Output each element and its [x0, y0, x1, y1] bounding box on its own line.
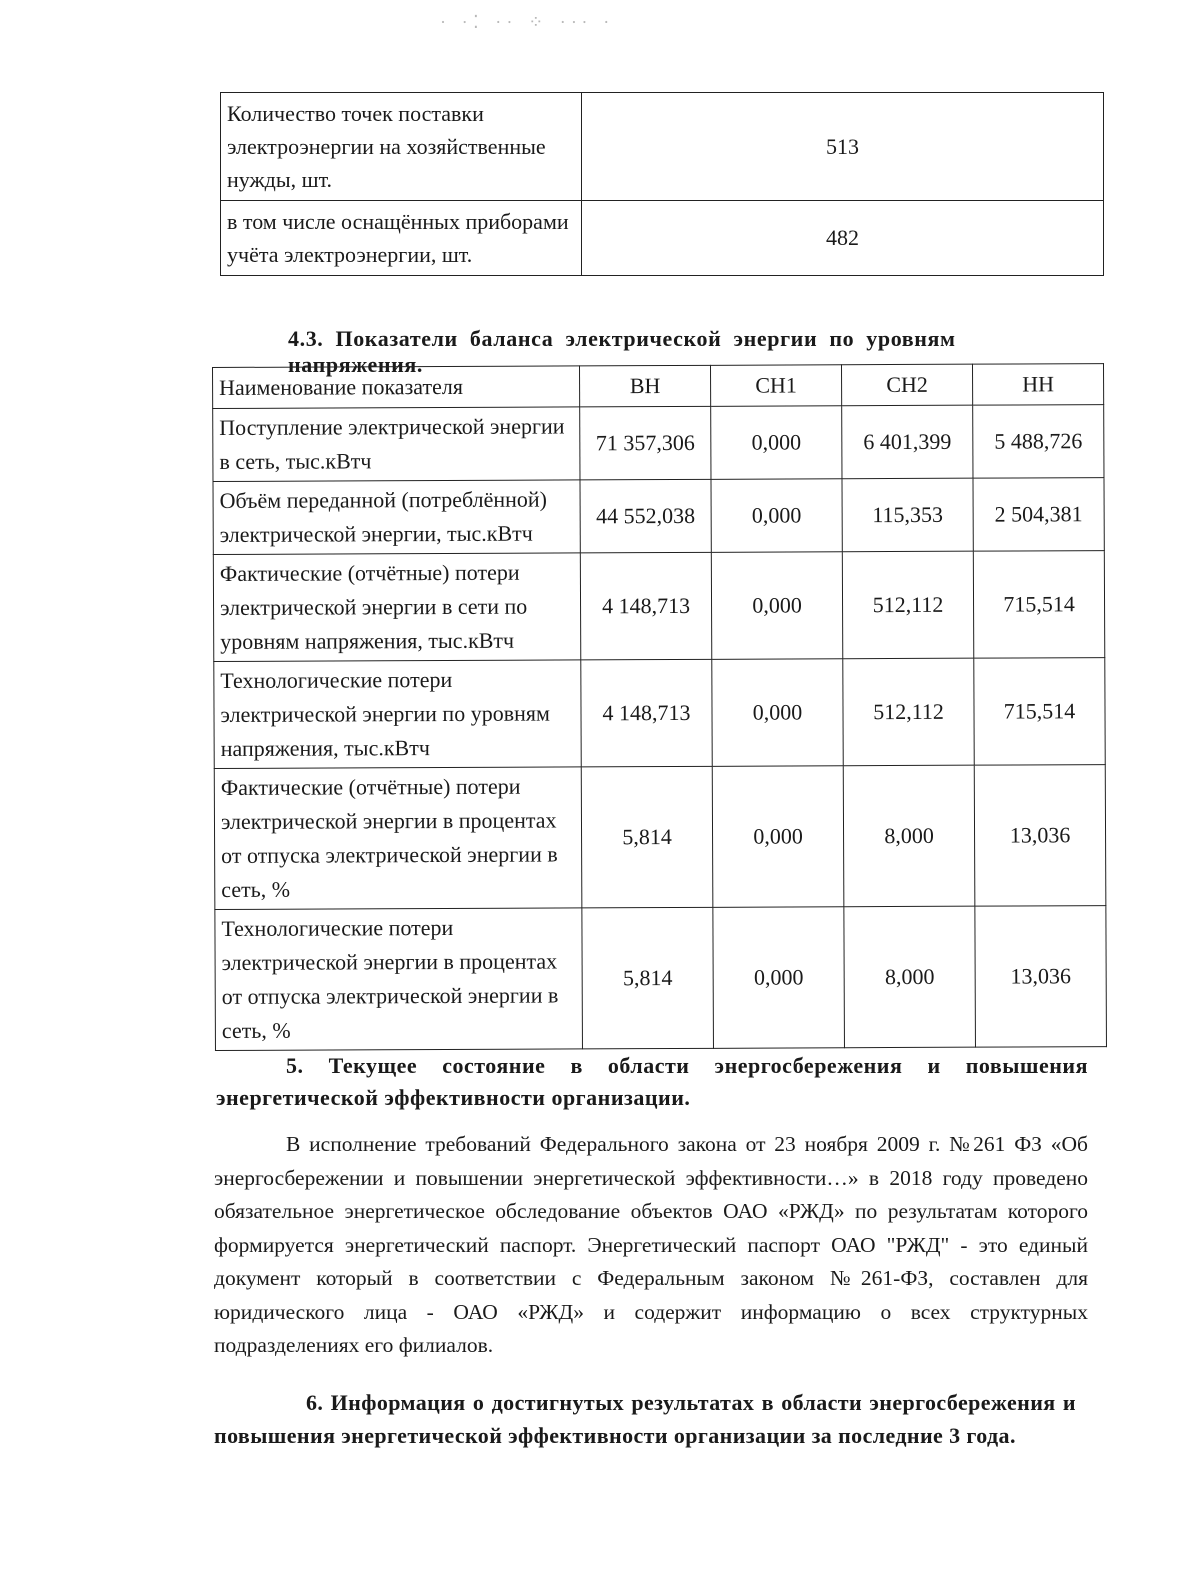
cell-vn: 5,814 — [581, 766, 713, 908]
table-row — [213, 405, 1104, 482]
row-label: Поступление электрической энергии в сеть, тыс.кВтч — [213, 407, 580, 482]
header-cell-name: Наименование показателя — [213, 366, 580, 409]
cell-nn: 5 488,726 — [973, 405, 1104, 479]
cell-sn1: 0,000 — [712, 766, 844, 908]
section-6-heading: 6. Информация о достигнутых результатах в области энергосбережения и повышения энергетической эффективности организации за последние 3 года. — [214, 1390, 1076, 1448]
row-label: в том числе оснащённых приборами учёта электроэнергии, шт. — [221, 201, 582, 276]
row-label: Фактические (отчётные) потери электрической энергии в процентах от отпуска электрической энергии в сеть, % — [214, 767, 582, 910]
cell-sn1: 0,000 — [711, 479, 842, 553]
header-cell-sn2: СН2 — [841, 364, 972, 406]
cell-sn2: 512,112 — [842, 551, 973, 659]
table-row — [221, 201, 1104, 276]
cell-vn: 71 357,306 — [580, 406, 711, 480]
table-row — [215, 906, 1107, 1051]
cell-nn: 715,514 — [973, 551, 1104, 659]
cell-vn: 44 552,038 — [580, 479, 711, 553]
cell-nn: 13,036 — [974, 765, 1106, 907]
table-header-row — [213, 364, 1104, 409]
row-value: 513 — [582, 93, 1104, 201]
row-label: Технологические потери электрической энергии в процентах от отпуска электрической энергии в сеть, % — [215, 908, 583, 1051]
cell-sn1: 0,000 — [713, 907, 845, 1049]
table-row — [213, 551, 1104, 662]
energy-balance-table — [212, 363, 1107, 1051]
row-label: Объём переданной (потреблённой) электрической энергии, тыс.кВтч — [213, 480, 580, 555]
table-row — [214, 765, 1106, 910]
cell-sn2: 512,112 — [843, 658, 974, 766]
cell-sn2: 115,353 — [842, 478, 973, 552]
table-row — [214, 658, 1105, 769]
section-5-heading: 5. Текущее состояние в области энергосбережения и повышения энергетической эффективности организации. — [216, 1053, 1088, 1110]
table-row — [221, 93, 1104, 201]
cell-sn1: 0,000 — [711, 552, 842, 660]
cell-vn: 5,814 — [582, 907, 714, 1049]
cell-nn: 13,036 — [975, 906, 1107, 1048]
header-cell-vn: ВН — [579, 365, 710, 407]
row-label: Фактические (отчётные) потери электрической энергии в сети по уровням напряжения, тыс.кВтч — [213, 553, 580, 662]
row-label: Количество точек поставки электроэнергии на хозяйственные нужды, шт. — [221, 93, 582, 201]
row-label: Технологические потери электрической энергии по уровням напряжения, тыс.кВтч — [214, 660, 581, 769]
cell-vn: 4 148,713 — [580, 552, 711, 660]
cell-nn: 2 504,381 — [973, 478, 1104, 552]
cell-sn1: 0,000 — [711, 406, 842, 480]
cell-sn2: 8,000 — [844, 906, 976, 1048]
cell-vn: 4 148,713 — [581, 659, 712, 767]
cell-sn2: 6 401,399 — [842, 405, 973, 479]
header-cell-nn: НН — [972, 364, 1103, 406]
cell-sn2: 8,000 — [843, 765, 975, 907]
delivery-points-table — [220, 92, 1104, 276]
row-value: 482 — [582, 201, 1104, 276]
cell-sn1: 0,000 — [712, 659, 843, 767]
section-4-3-heading: 4.3. Показатели баланса электрической энергии по уровням напряжения. — [288, 326, 956, 377]
header-cell-sn1: СН1 — [710, 365, 841, 407]
table-row — [213, 478, 1104, 555]
cell-nn: 715,514 — [974, 658, 1105, 766]
scan-artifact: · ∙⁚ ·∙ ⁘ ·∙∙ · — [440, 12, 616, 32]
section-5-paragraph: В исполнение требований Федерального закона от 23 ноября 2009 г. №261 ФЗ «Об энергосбережении и повышении энергетической эффективности…» в 2018 году проведено обязательное энергетическое обследование объектов ОАО «РЖД» по результатам которого формируется энергетический паспорт. Энергетический паспорт ОАО "РЖД" - это единый документ который в соответствии с Федеральным законом №261-ФЗ, составлен для юридического лица - ОАО «РЖД» и содержит информацию о всех структурных подразделениях его филиалов. — [214, 1132, 1088, 1357]
